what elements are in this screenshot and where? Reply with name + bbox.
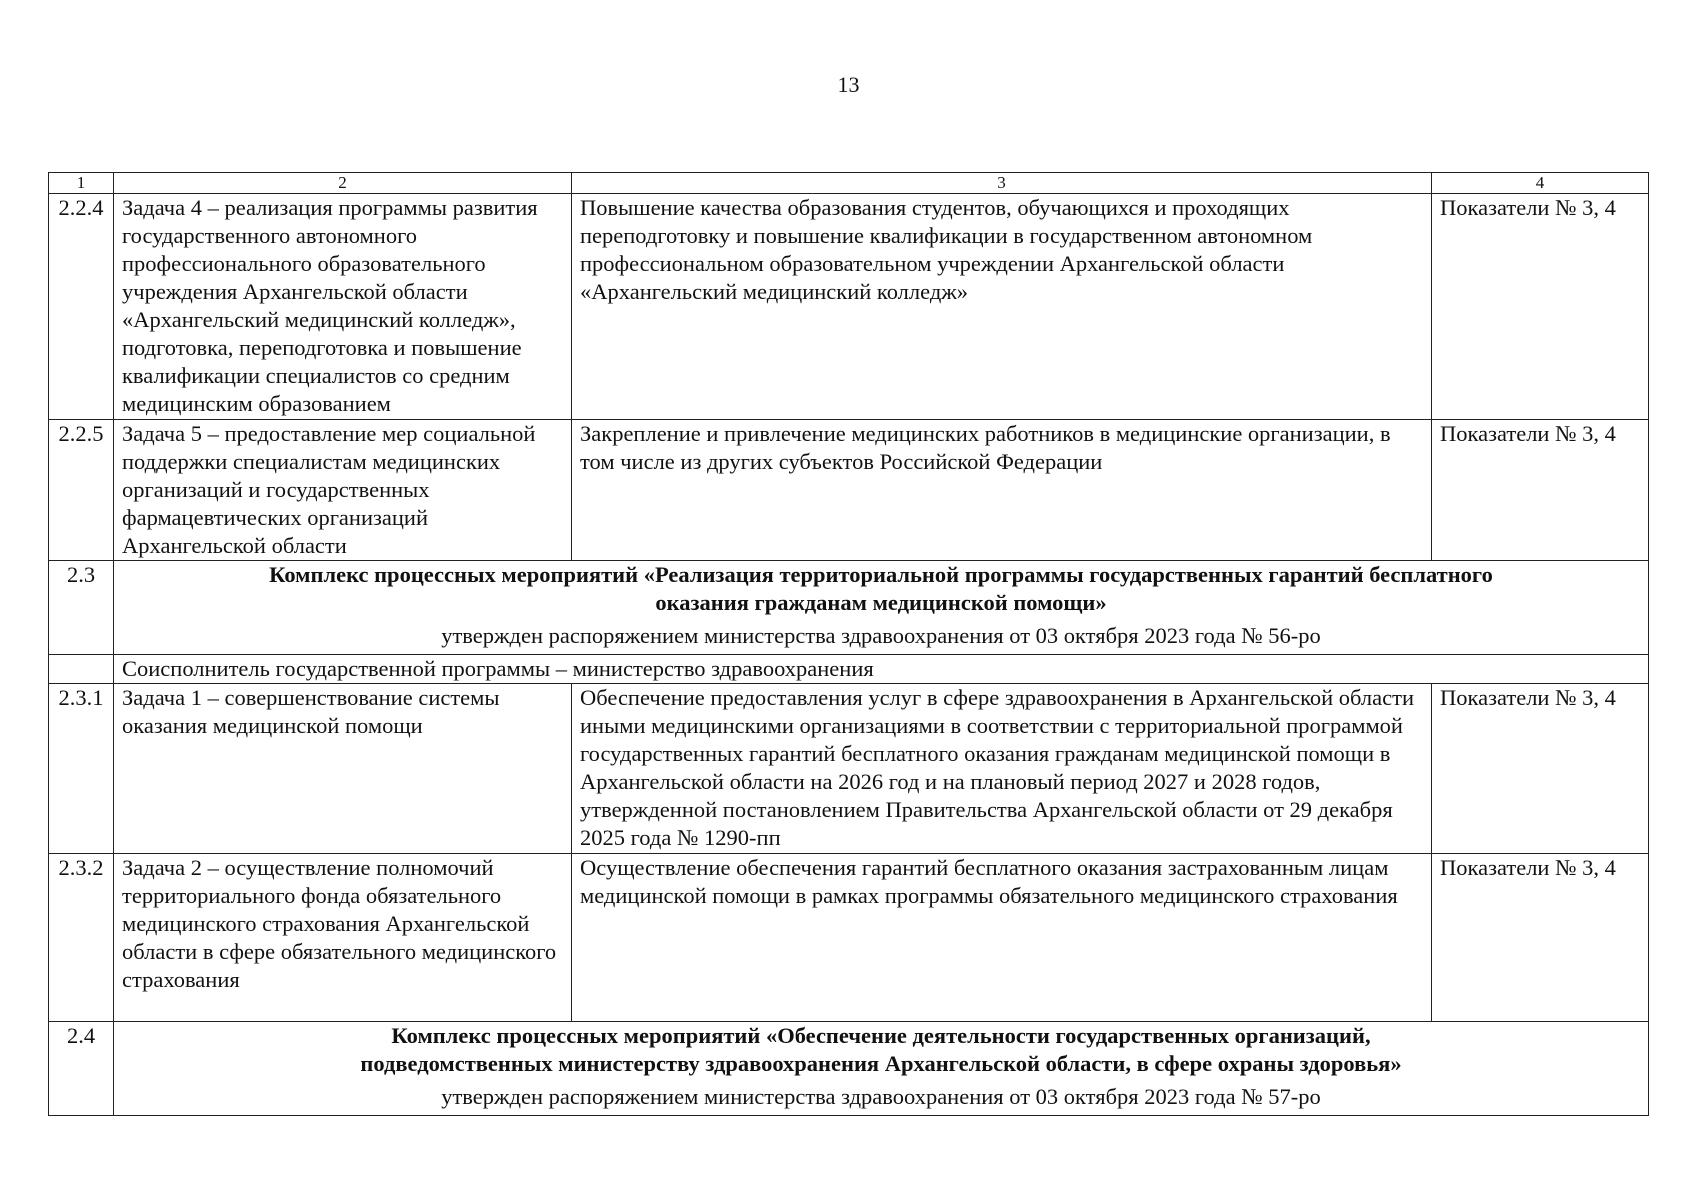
- row-number: 2.3.1: [49, 684, 114, 854]
- result-cell: Повышение качества образования студентов, обучающихся и проходящих переподготовку и повышение квалификации в государственном автономном профессиональном образовательном учреждении Архангельской области «Архангельский медицинский колледж»: [572, 194, 1432, 420]
- table-row: [49, 420, 1649, 561]
- table-header-row: [49, 173, 1649, 194]
- row-number: 2.2.5: [49, 420, 114, 561]
- section-number: 2.3: [49, 561, 114, 655]
- table-row: [49, 854, 1649, 1022]
- indicators-cell: Показатели № 3, 4: [1432, 420, 1649, 561]
- section-title: Комплекс процессных мероприятий «Обеспечение деятельности государственных организаций, подведомственных министерству здравоохранения Архангельской области, в сфере охраны здоровья»: [360, 1023, 1402, 1076]
- section-cell: [114, 1022, 1649, 1116]
- row-number: 2.3.2: [49, 854, 114, 1022]
- indicators-cell: Показатели № 3, 4: [1432, 194, 1649, 420]
- result-cell: Обеспечение предоставления услуг в сфере здравоохранения в Архангельской области иными медицинскими организациями в соответствии с территориальной программой государственных гарантий бесплатного оказания гражданам медицинской помощи в Архангельской области на 2026 год и на плановый период 2027 и 2028 годов, утвержденной постановлением Правительства Архангельской области от 29 декабря 2025 года № 1290-пп: [572, 684, 1432, 854]
- task-cell: Задача 2 – осуществление полномочий территориального фонда обязательного медицинского страхования Архангельской области в сфере обязательного медицинского страхования: [114, 854, 572, 1022]
- section-row: [49, 561, 1649, 655]
- coexecutor-row: [49, 655, 1649, 684]
- coexecutor-cell: Соисполнитель государственной программы – министерство здравоохранения: [114, 655, 1649, 684]
- indicators-cell: Показатели № 3, 4: [1432, 854, 1649, 1022]
- header-cell: 2: [114, 173, 572, 194]
- indicators-cell: Показатели № 3, 4: [1432, 684, 1649, 854]
- section-approved: утвержден распоряжением министерства здравоохранения от 03 октября 2023 года № 56-ро: [441, 623, 1321, 648]
- section-row: [49, 1022, 1649, 1116]
- table-row: [49, 684, 1649, 854]
- header-cell: 1: [49, 173, 114, 194]
- task-cell: Задача 1 – совершенствование системы оказания медицинской помощи: [114, 684, 572, 854]
- result-cell: Осуществление обеспечения гарантий бесплатного оказания застрахованным лицам медицинской помощи в рамках программы обязательного медицинского страхования: [572, 854, 1432, 1022]
- task-cell: Задача 5 – предоставление мер социальной поддержки специалистам медицинских организаций и государственных фармацевтических организаций Архангельской области: [114, 420, 572, 561]
- header-cell: 4: [1432, 173, 1649, 194]
- section-cell: [114, 561, 1649, 655]
- section-approved: утвержден распоряжением министерства здравоохранения от 03 октября 2023 года № 57-ро: [441, 1084, 1321, 1109]
- header-cell: 3: [572, 173, 1432, 194]
- program-table: [48, 172, 1649, 1116]
- task-cell: Задача 4 – реализация программы развития государственного автономного профессионального образовательного учреждения Архангельской области «Архангельский медицинский колледж», подготовка, переподготовка и повышение квалификации специалистов со средним медицинским образованием: [114, 194, 572, 420]
- section-title: Комплекс процессных мероприятий «Реализация территориальной программы государственных гарантий бесплатного оказания гражданам медицинской помощи»: [269, 562, 1493, 615]
- empty-cell: [49, 655, 114, 684]
- result-cell: Закрепление и привлечение медицинских работников в медицинские организации, в том числе из других субъектов Российской Федерации: [572, 420, 1432, 561]
- row-number: 2.2.4: [49, 194, 114, 420]
- table-row: [49, 194, 1649, 420]
- section-number: 2.4: [49, 1022, 114, 1116]
- page-number: 13: [837, 72, 860, 97]
